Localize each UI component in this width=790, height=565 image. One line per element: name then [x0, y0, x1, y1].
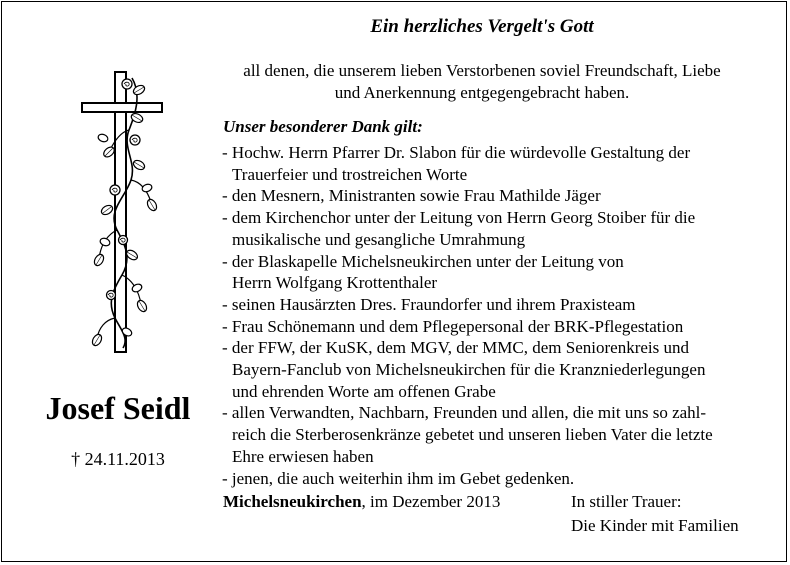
intro-text — [222, 60, 742, 104]
intro-line: und Anerkennung entgegengebracht haben. — [334, 83, 630, 102]
place-date-line — [223, 492, 500, 512]
thanks-item: - dem Kirchenchor unter der Leitung von Herrn Georg Stoiber für die musikalische und gesangliche Umrahmung — [222, 208, 696, 249]
thanks-list — [222, 142, 762, 489]
thanks-item: - der Blaskapelle Michelsneukirchen unter der Leitung von Herrn Wolfgang Krottenthaler — [222, 251, 624, 293]
thanks-item: - den Mesnern, Ministranten sowie Frau Mathilde Jäger — [222, 186, 601, 206]
thanks-item: - jenen, die auch weiterhin ihm im Gebet gedenken. — [222, 468, 575, 488]
thanks-item: - seinen Hausärzten Dres. Fraundorfer und ihrem Praxisteam — [222, 294, 636, 314]
thanks-item: - Hochw. Herrn Pfarrer Dr. Slabon für die würdevolle Gestaltung der Trauerfeier und trostreichen Worte — [222, 143, 691, 184]
death-date: † 24.11.2013 — [71, 449, 165, 469]
date-text: , im Dezember 2013 — [361, 492, 501, 511]
family-signature: Die Kinder mit Familien — [571, 516, 739, 535]
special-thanks-title: Unser besonderer Dank gilt: — [223, 117, 423, 136]
thanks-item: - der FFW, der KuSK, dem MGV, der MMC, dem Seniorenkreis und Bayern-Fanclub von Michelsneukirchen für die Kranzniederlegungen und ehrenden Worte am offenen Grabe — [222, 338, 706, 401]
place-name: Michelsneukirchen — [223, 492, 362, 511]
mourning-label: In stiller Trauer: — [571, 492, 682, 511]
thanks-item: - allen Verwandten, Nachbarn, Freunden und allen, die mit uns so zahl- reich die Sterberosenkränze gebetet und unseren lieben Vater die letzte Ehre erwiesen haben — [222, 403, 713, 466]
cross-with-rose-vine-icon — [77, 70, 167, 355]
thanks-heading: Ein herzliches Vergelt's Gott — [370, 16, 594, 37]
intro-line: all denen, die unserem lieben Verstorbenen soviel Freundschaft, Liebe — [243, 61, 721, 80]
deceased-name: Josef Seidl — [45, 390, 191, 426]
thanks-item: - Frau Schönemann und dem Pflegepersonal der BRK-Pflegestation — [222, 316, 684, 336]
